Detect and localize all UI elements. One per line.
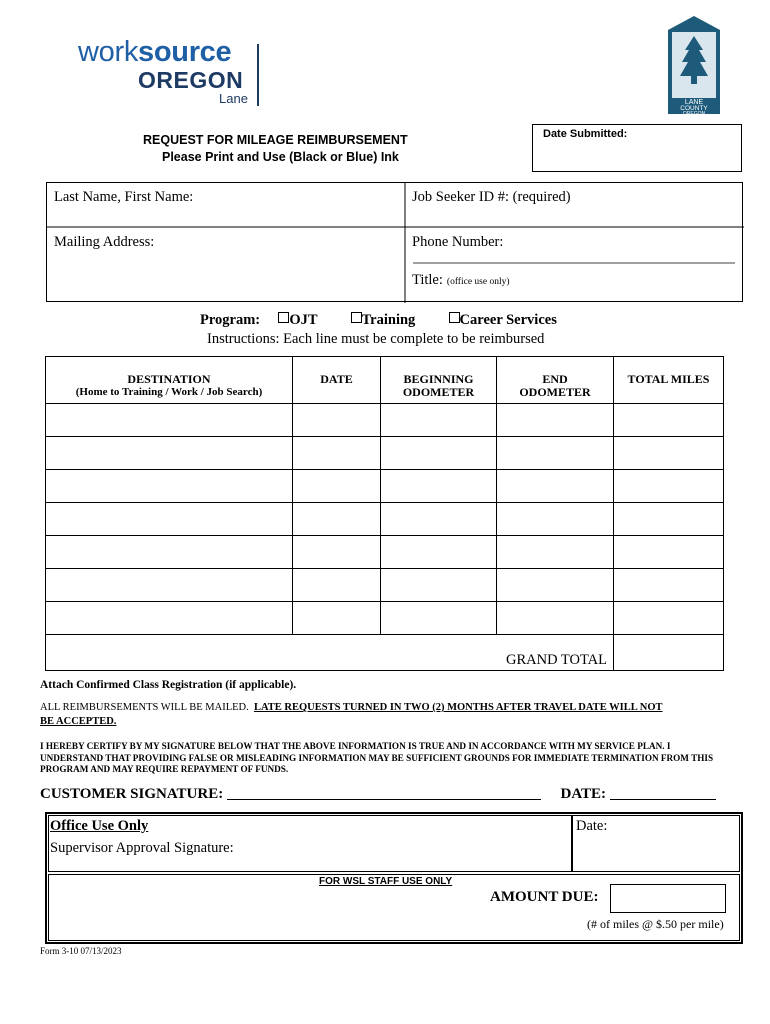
form-number: Form 3-10 07/13/2023 (40, 946, 122, 956)
beginning-odometer-cell[interactable] (381, 503, 497, 536)
checkbox-icon[interactable] (351, 312, 362, 323)
table-row (46, 503, 724, 536)
office-use-heading: Office Use Only (50, 818, 149, 834)
county-logo-line1: LANE (684, 99, 704, 106)
customer-signature-field[interactable] (227, 785, 541, 800)
supervisor-approval-label: Supervisor Approval Signature: (50, 840, 234, 856)
table-row (46, 536, 724, 569)
certification-text: I HEREBY CERTIFY BY MY SIGNATURE BELOW THAT THE ABOVE INFORMATION IS TRUE AND IN ACCORDANCE WITH MY SERVICE PLAN. I UNDERSTAND THAT PROVIDING FALSE OR MISLEADING INFORMATION MAY BE SUFFICIENT GROUNDS FOR IMMEDIATE TERMINATION FROM THIS PROGRAM AND MAY REQUIRE REPAYMENT OF FUNDS. (40, 741, 714, 774)
total-miles-cell[interactable] (614, 437, 724, 470)
program-option-label: Career Services (459, 312, 557, 328)
total-miles-cell[interactable] (614, 569, 724, 602)
lane-county-logo (666, 16, 722, 114)
col-header-end-odometer: END ODOMETER (497, 357, 614, 404)
table-row (46, 404, 724, 437)
program-option-career-services[interactable] (449, 312, 557, 328)
col-header-beginning-odometer: BEGINNING ODOMETER (381, 357, 497, 404)
attach-note: Attach Confirmed Class Registration (if applicable). (40, 679, 297, 691)
logo-source-text: source (138, 36, 232, 68)
grand-total-cell[interactable] (614, 635, 724, 671)
date-cell[interactable] (293, 503, 381, 536)
total-miles-cell[interactable] (614, 602, 724, 635)
end-odometer-cell[interactable] (497, 503, 614, 536)
date-cell[interactable] (293, 437, 381, 470)
county-logo-line3: OREGON (682, 111, 706, 114)
beginning-odometer-cell[interactable] (381, 470, 497, 503)
office-date-label: Date: (576, 818, 608, 834)
checkbox-icon[interactable] (449, 312, 460, 323)
program-label: Program: (200, 312, 261, 328)
logo-work-text: work (78, 36, 139, 68)
customer-signature-label: CUSTOMER SIGNATURE: (40, 786, 224, 802)
title-label: Title: (412, 272, 443, 288)
end-odometer-cell[interactable] (497, 437, 614, 470)
program-option-label: OJT (289, 312, 318, 328)
title-field[interactable] (412, 271, 510, 289)
signature-date-label: DATE: (560, 786, 607, 802)
job-seeker-id-field[interactable]: Job Seeker ID #: (required) (412, 189, 571, 205)
date-submitted-label: Date Submitted: (543, 128, 628, 140)
late-notice: LATE REQUESTS TURNED IN TWO (2) MONTHS AFTER TRAVEL DATE WILL NOT (253, 702, 663, 713)
beginning-odometer-cell[interactable] (381, 404, 497, 437)
date-cell[interactable] (293, 569, 381, 602)
instructions-text: Instructions: Each line must be complete to be reimbursed (207, 331, 545, 347)
logo-oregon-text: OREGON (138, 67, 244, 93)
end-odometer-cell[interactable] (497, 470, 614, 503)
program-option-label: Training (361, 312, 416, 328)
destination-cell[interactable] (46, 437, 293, 470)
mileage-table (45, 356, 724, 671)
grand-total-label: GRAND TOTAL (46, 635, 614, 671)
logo-lane-text: Lane (219, 91, 248, 106)
name-field[interactable]: Last Name, First Name: (54, 189, 194, 205)
total-miles-cell[interactable] (614, 404, 724, 437)
total-miles-cell[interactable] (614, 536, 724, 569)
title-note: (office use only) (446, 277, 510, 287)
total-miles-cell[interactable] (614, 503, 724, 536)
destination-cell[interactable] (46, 470, 293, 503)
date-cell[interactable] (293, 602, 381, 635)
total-miles-cell[interactable] (614, 470, 724, 503)
mailing-address-field[interactable]: Mailing Address: (54, 234, 155, 250)
signature-date-field[interactable] (610, 785, 716, 800)
staff-use-label: FOR WSL STAFF USE ONLY (319, 876, 453, 887)
program-option-ojt[interactable] (278, 312, 317, 328)
late-notice-cont: BE ACCEPTED. (40, 716, 117, 727)
signature-line (40, 785, 716, 803)
destination-cell[interactable] (46, 404, 293, 437)
beginning-odometer-cell[interactable] (381, 569, 497, 602)
program-option-training[interactable] (351, 312, 416, 328)
phone-number-field[interactable]: Phone Number: (412, 234, 504, 250)
beginning-odometer-cell[interactable] (381, 536, 497, 569)
date-cell[interactable] (293, 470, 381, 503)
rate-note: (# of miles @ $.50 per mile) (587, 917, 724, 931)
end-odometer-cell[interactable] (497, 569, 614, 602)
end-odometer-cell[interactable] (497, 404, 614, 437)
form-subtitle: Please Print and Use (Black or Blue) Ink (162, 150, 399, 164)
date-cell[interactable] (293, 536, 381, 569)
table-row (46, 602, 724, 635)
table-header-row (46, 357, 724, 404)
amount-due-label: AMOUNT DUE: (490, 889, 599, 905)
amount-due-field[interactable] (610, 884, 726, 913)
table-row (46, 470, 724, 503)
beginning-odometer-cell[interactable] (381, 602, 497, 635)
col-header-date: DATE (293, 357, 381, 404)
grand-total-row (46, 635, 724, 671)
col-header-total-miles: TOTAL MILES (614, 357, 724, 404)
logo-divider (257, 44, 259, 106)
tree-icon (666, 16, 722, 114)
destination-cell[interactable] (46, 503, 293, 536)
beginning-odometer-cell[interactable] (381, 437, 497, 470)
county-logo-line2: COUNTY (680, 105, 708, 112)
col-header-destination: DESTINATION (Home to Training / Work / Job Search) (46, 357, 293, 404)
destination-cell[interactable] (46, 602, 293, 635)
date-cell[interactable] (293, 404, 381, 437)
form-title: REQUEST FOR MILEAGE REIMBURSEMENT (143, 133, 408, 147)
destination-cell[interactable] (46, 569, 293, 602)
worksource-logo (78, 38, 231, 67)
mail-prefix: ALL REIMBURSEMENTS WILL BE MAILED. (40, 702, 249, 713)
table-row (46, 437, 724, 470)
end-odometer-cell[interactable] (497, 602, 614, 635)
end-odometer-cell[interactable] (497, 536, 614, 569)
checkbox-icon[interactable] (278, 312, 289, 323)
program-selector (200, 312, 557, 329)
table-row (46, 569, 724, 602)
destination-cell[interactable] (46, 536, 293, 569)
mail-note (40, 702, 663, 713)
